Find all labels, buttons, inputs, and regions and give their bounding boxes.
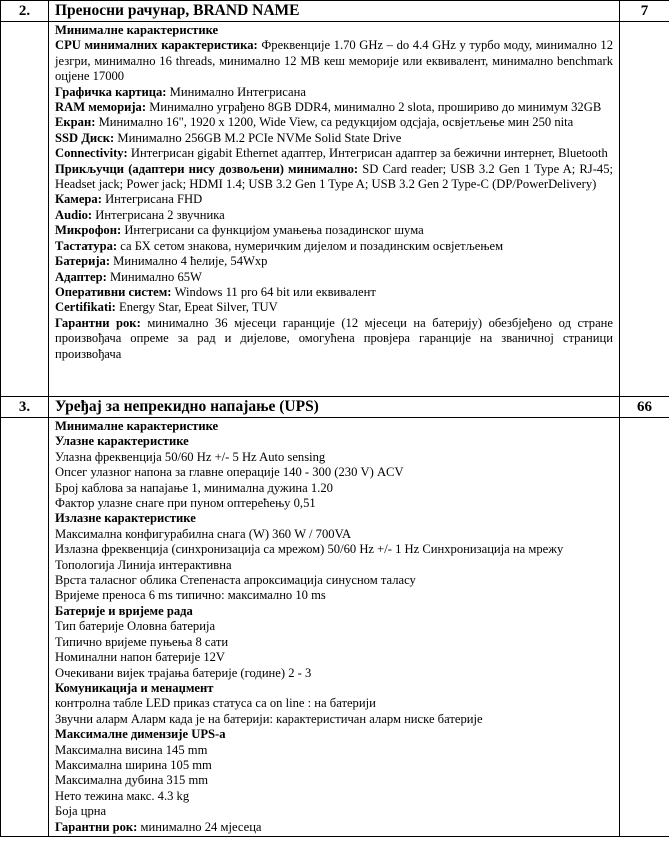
spec-label: Минималне карактеристике: [55, 23, 219, 37]
spec-value: Типично вријеме пуњења 8 сати: [55, 634, 229, 649]
spec-line: [55, 419, 613, 434]
spec-line: [55, 254, 613, 269]
spec-line: [55, 804, 613, 819]
spec-line: [55, 666, 613, 681]
spec-value: контролна табле LED приказ статуса са on line : на батерији: [55, 696, 376, 711]
spec-line: [55, 604, 613, 619]
item-title: Преносни рачунар, BRAND NAME: [49, 1, 620, 22]
spec-label: Прикључци (адаптери нису дозвољени) минимално:: [55, 161, 359, 176]
spec-value: Звучни аларм Аларм када је на батерији: карактеристичан аларм ниске батерије: [55, 711, 483, 726]
spec-label: Графичка картица:: [55, 84, 167, 99]
spec-label: Адаптер:: [55, 269, 107, 284]
spec-value: Фактор улазне снаге при пуном оптерећењу 0,51: [55, 496, 316, 511]
spec-line: [55, 434, 613, 449]
spec-value: Максимална дубина 315 mm: [55, 773, 209, 788]
spec-value: Windows 11 pro 64 bit или еквивалент: [171, 284, 376, 299]
spec-line: [55, 511, 613, 526]
spec-value: Улазна фреквенција 50/60 Hz +/- 5 Hz Auto sensing: [55, 449, 326, 464]
spec-label: RAM меморија:: [55, 100, 147, 115]
spec-value: Фреквенције 1.70 GHz – do 4.4 GHz у турбо моду, минимално 12 језгри, минимално 16 threads, минимално 12 MB кеш меморије или еквивалент, минимално benchmark оцјене 17000: [55, 38, 613, 84]
spec-value: Излазна фреквенција (синхронизација са мрежом) 50/60 Hz +/- 1 Hz Синхронизација на мрежу: [55, 542, 564, 557]
spec-label: Екран:: [55, 115, 96, 130]
spec-label: Максималне димензије UPS-а: [55, 727, 226, 742]
spec-line: [55, 450, 613, 465]
item-quantity: 7: [620, 1, 669, 22]
spec-value: Врста таласног облика Степенаста апроксимација синусном таласу: [55, 573, 416, 588]
item-title: Уређај за непрекидно напајање (UPS): [49, 397, 620, 418]
spec-line: [55, 23, 613, 38]
spec-label: Батерија:: [55, 254, 111, 269]
spec-value: Минимално Интегрисана: [166, 84, 306, 99]
item-specs: [49, 22, 620, 397]
spec-line: [55, 588, 613, 603]
spec-line: [55, 146, 613, 161]
spec-value: Интегрисани са функцијом умањења позадинског шума: [121, 223, 424, 238]
spec-value: SD Card reader; USB 3.2 Gen 1 Type A; RJ-45; Headset jack; Power jack; HDMI 1.4; USB 3.2 Gen 1 Type A; USB 3.2 Gen 2 Type-C (DP/PowerDelivery): [55, 161, 613, 192]
spec-line: [55, 100, 613, 115]
spec-line: [55, 696, 613, 711]
spec-line: [55, 773, 613, 788]
spec-label: Гарантни рок:: [55, 315, 141, 330]
spec-line: [55, 573, 613, 588]
spec-value: Минимално 16", 1920 x 1200, Wide View, са редукцијом одсјаја, освјетљење мин 250 nita: [95, 115, 574, 130]
spec-line: [55, 650, 613, 665]
item-number: 3.: [1, 397, 49, 418]
spec-line: [55, 300, 613, 315]
spec-value: минимално 36 мјесеци гаранције (12 мјесеци на батерију) обезбјеђено од стране произвођача опреме за рад и дијелове, омогућена провјера гаранције на званичној страници произвођача: [55, 315, 614, 361]
spec-line: [55, 208, 613, 223]
spec-line: [55, 270, 613, 285]
spec-line: [55, 465, 613, 480]
empty-quantity-cell: [620, 418, 669, 837]
spec-line: [55, 789, 613, 804]
spec-value: Минимално 256GB M.2 PCIe NVMe Solid State Drive: [114, 130, 402, 145]
spec-value: Минимално 65W: [106, 269, 202, 284]
spec-label: Улазне карактеристике: [55, 434, 189, 449]
spec-label: Оперативни систем:: [55, 284, 172, 299]
empty-number-cell: [1, 22, 49, 397]
spec-line: [55, 481, 613, 496]
spec-line: [55, 681, 613, 696]
spec-line: [55, 619, 613, 634]
spec-value: Минимално 4 ћелије, 54Wxp: [110, 254, 268, 269]
spec-label: Комуникација и менаџмент: [55, 680, 214, 695]
spec-value: Максимална ширина 105 mm: [55, 757, 212, 772]
spec-label: Гарантни рок:: [55, 819, 138, 834]
spec-label: Микрофон:: [55, 223, 122, 238]
spec-line: [55, 820, 613, 835]
spec-value: Боја црна: [55, 804, 107, 819]
item-body-row: [1, 418, 669, 837]
spec-line: [55, 38, 613, 84]
spec-value: Тип батерије Оловна батерија: [55, 619, 216, 634]
spec-value: Број каблова за напајање 1, минимална дужина 1.20: [55, 480, 333, 495]
spec-line: [55, 727, 613, 742]
spec-line: [55, 527, 613, 542]
spec-value: Максимална висина 145 mm: [55, 742, 208, 757]
empty-number-cell: [1, 418, 49, 837]
item-header-row: [1, 397, 669, 418]
spec-value: Energy Star, Epeat Silver, TUV: [115, 300, 278, 315]
spec-line: [55, 115, 613, 130]
item-quantity: 66: [620, 397, 669, 418]
spec-line: [55, 712, 613, 727]
spec-line: [55, 162, 613, 193]
spec-line: [55, 316, 613, 362]
spec-line: [55, 743, 613, 758]
spec-label: SSD Диск:: [55, 130, 115, 145]
spec-label: Certifikati:: [55, 300, 116, 315]
spec-label: Минималне карактеристике: [55, 419, 219, 433]
spec-value: Минимално уграђено 8GB DDR4, минимално 2 slota, прошириво до минимум 32GB: [146, 100, 602, 115]
spec-line: [55, 131, 613, 146]
spec-line: [55, 223, 613, 238]
spec-line: [55, 192, 613, 207]
spec-line: [55, 635, 613, 650]
spec-value: Интегрисана FHD: [101, 192, 203, 207]
spec-line: [55, 285, 613, 300]
spec-label: Audio:: [55, 207, 93, 222]
spec-line: [55, 558, 613, 573]
spec-value: Максимална конфигурабилна снага (W) 360 W / 700VA: [55, 526, 352, 541]
spec-value: Номинални напон батерије 12V: [55, 650, 226, 665]
spec-value: Интегрисана 2 звучника: [92, 207, 225, 222]
spec-label: Тастатура:: [55, 238, 118, 253]
spec-label: Connectivity:: [55, 146, 128, 161]
spec-line: [55, 496, 613, 511]
spec-value: Вријеме преноса 6 ms типично: максимално 10 ms: [55, 588, 326, 603]
item-body-row: [1, 22, 669, 397]
spec-label: CPU минималних карактеристика:: [55, 38, 258, 53]
spec-label: Камера:: [55, 192, 102, 207]
spec-label: Батерије и вријеме рада: [55, 603, 193, 618]
spec-line: [55, 758, 613, 773]
item-number: 2.: [1, 1, 49, 22]
item-specs: [49, 418, 620, 837]
spec-line: [55, 542, 613, 557]
spec-value: Интегрисан gigabit Ethernet адаптер, Интегрисан адаптер за бежични интернет, Bluetooth: [127, 146, 608, 161]
spec-value: Опсег улазног напона за главне операције 140 - 300 (230 V) ACV: [55, 465, 404, 480]
spec-label: Излазне карактеристике: [55, 511, 196, 526]
item-header-row: [1, 1, 669, 22]
spec-value: Очекивани вијек трајања батерије (године) 2 - 3: [55, 665, 312, 680]
spec-value: Топологија Линија интерактивна: [55, 557, 232, 572]
spec-value: Нето тежина макс. 4.3 kg: [55, 788, 190, 803]
spec-line: [55, 239, 613, 254]
spec-value: са БХ сетом знакова, нумеричким дијелом и позадинским освјетљењем: [117, 238, 504, 253]
empty-quantity-cell: [620, 22, 669, 397]
spec-value: минимално 24 мјесеца: [137, 819, 262, 834]
spec-line: [55, 85, 613, 100]
